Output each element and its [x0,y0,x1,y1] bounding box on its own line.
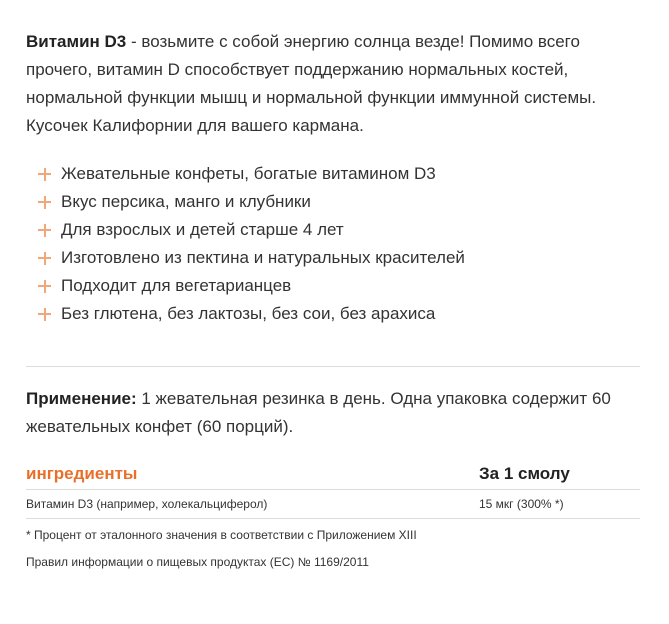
section-divider [26,366,640,367]
plus-icon [38,308,51,321]
feature-text: Жевательные конфеты, богатые витамином D3 [61,164,436,183]
feature-text: Подходит для вегетарианцев [61,276,292,295]
feature-text: Для взрослых и детей старше 4 лет [61,220,344,239]
intro-paragraph [26,28,640,140]
plus-icon [38,252,51,265]
ingredients-table [26,459,640,519]
ingredient-name: Витамин D3 (например, холекальциферол) [26,497,268,511]
feature-list [26,160,640,328]
feature-text: Без глютена, без лактозы, без сои, без арахиса [61,304,436,323]
ingredient-amount: 15 мкг (300% *) [479,497,564,511]
ingredients-header-name: ингредиенты [26,464,138,483]
feature-item [26,300,640,328]
table-row [26,490,640,519]
feature-text: Вкус персика, манго и клубники [61,192,311,211]
feature-item [26,188,640,216]
feature-item [26,216,640,244]
product-description [26,28,640,570]
feature-item [26,272,640,300]
plus-icon [38,196,51,209]
feature-item [26,244,640,272]
plus-icon [38,224,51,237]
feature-item [26,160,640,188]
ingredients-header-amount: За 1 смолу [479,464,570,483]
usage-paragraph [26,385,640,441]
footnote-regulation: Правил информации о пищевых продуктах (ЕС) № 1169/2011 [26,555,369,569]
usage-text: 1 жевательная резинка в день. Одна упаковка содержит 60 жевательных конфет (60 порций). [26,389,611,436]
plus-icon [38,168,51,181]
intro-text: - возьмите с собой энергию солнца везде! Помимо всего прочего, витамин D способствует поддержанию нормальных костей, нормальной функции мышц и нормальной функции иммунной системы. Кусочек Калифорнии для вашего кармана. [26,32,597,135]
product-title: Витамин D3 [26,32,127,51]
ingredients-header [26,459,640,490]
feature-text: Изготовлено из пектина и натуральных красителей [61,248,465,267]
footnote-reference: * Процент от эталонного значения в соответствии с Приложением XIII [26,528,417,542]
plus-icon [38,280,51,293]
usage-label: Применение: [26,389,137,408]
